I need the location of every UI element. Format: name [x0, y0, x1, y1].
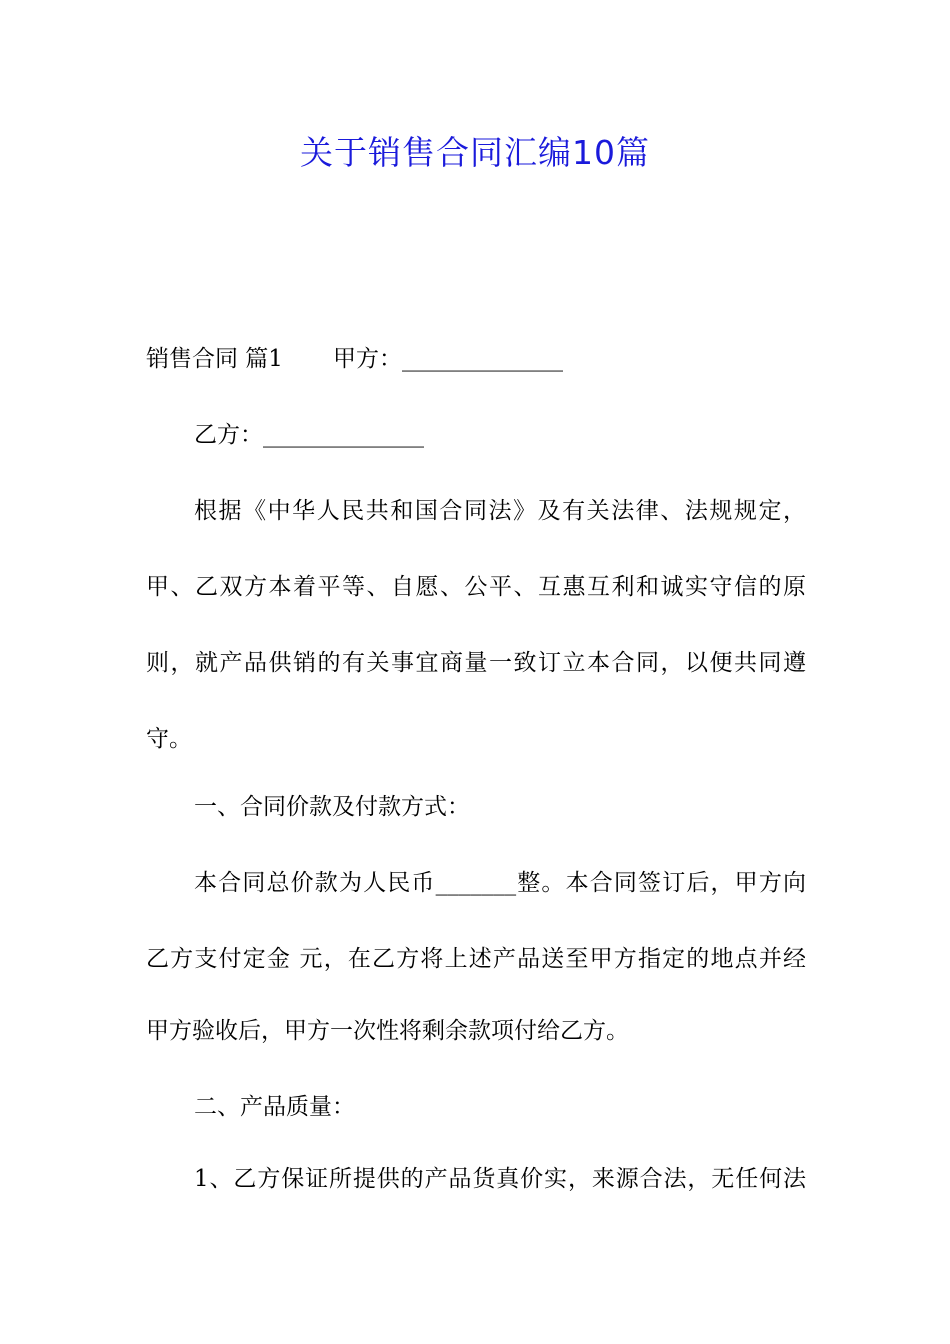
party-b-field: 乙方：______________	[194, 422, 424, 448]
paragraph-line: 根据《中华人民共和国合同法》及有关法律、法规规定，	[194, 498, 806, 524]
document-title: 关于销售合同汇编10篇	[300, 133, 650, 172]
contract-section-label: 销售合同 篇1	[146, 346, 283, 372]
paragraph-line: 甲、乙双方本着平等、自愿、公平、互惠互利和诚实守信的原	[146, 574, 806, 600]
paragraph-line: 守。	[146, 726, 192, 752]
contract-heading-line	[146, 342, 806, 376]
paragraph-line: 乙方支付定金 元，在乙方将上述产品送至甲方指定的地点并经	[146, 946, 806, 972]
party-a-field: 甲方：______________	[332, 346, 563, 372]
section-heading: 一、合同价款及付款方式：	[194, 794, 470, 820]
section-heading: 二、产品质量：	[194, 1094, 355, 1120]
paragraph-line: 本合同总价款为人民币_______整。本合同签订后，甲方向	[194, 870, 806, 896]
paragraph-line: 1、乙方保证所提供的产品货真价实，来源合法，无任何法	[194, 1166, 806, 1192]
paragraph-line: 则，就产品供销的有关事宜商量一致订立本合同，以便共同遵	[146, 650, 806, 676]
paragraph-line: 甲方验收后，甲方一次性将剩余款项付给乙方。	[146, 1018, 629, 1044]
